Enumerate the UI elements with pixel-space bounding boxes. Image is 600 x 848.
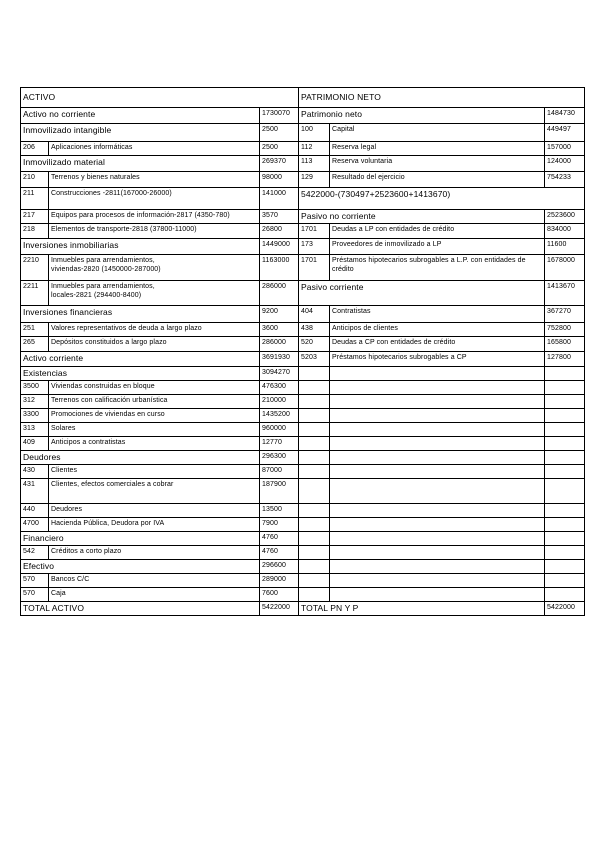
activo-account-code: 430 bbox=[21, 465, 49, 479]
pnp-account-name bbox=[330, 479, 545, 504]
pnp-amount bbox=[545, 437, 585, 451]
header-activo: ACTIVO bbox=[21, 88, 299, 108]
activo-amount: 2500 bbox=[260, 142, 299, 156]
pnp-account-name: Reserva voluntaria bbox=[330, 156, 545, 172]
table-row bbox=[21, 142, 585, 156]
pnp-amount bbox=[545, 518, 585, 532]
pnp-amount bbox=[545, 423, 585, 437]
pnp-amount: 752800 bbox=[545, 323, 585, 337]
activo-account-code: 251 bbox=[21, 323, 49, 337]
table-row bbox=[21, 337, 585, 352]
activo-account-name: Terrenos con calificación urbanística bbox=[49, 395, 260, 409]
activo-amount: 269370 bbox=[260, 156, 299, 172]
pnp-amount bbox=[545, 560, 585, 574]
activo-section-label: Financiero bbox=[21, 532, 260, 546]
pnp-account-code: 1701 bbox=[299, 255, 330, 281]
activo-amount: 3570 bbox=[260, 210, 299, 224]
pnp-account-code bbox=[299, 423, 330, 437]
table-row bbox=[21, 381, 585, 395]
pnp-account-code bbox=[299, 465, 330, 479]
activo-account-code: 217 bbox=[21, 210, 49, 224]
pnp-section-label: Patrimonio neto bbox=[299, 108, 545, 124]
activo-account-name: Inmuebles para arrendamientos, viviendas-2820 (1450000-287000) bbox=[49, 255, 260, 281]
pnp-account-name bbox=[330, 560, 545, 574]
activo-account-code: 265 bbox=[21, 337, 49, 352]
pnp-account-code: 100 bbox=[299, 124, 330, 142]
activo-account-code: 570 bbox=[21, 588, 49, 602]
pnp-amount bbox=[545, 409, 585, 423]
activo-account-name: Clientes, efectos comerciales a cobrar bbox=[49, 479, 260, 504]
table-row bbox=[21, 124, 585, 142]
activo-amount: 5422000 bbox=[260, 602, 299, 616]
table-row bbox=[21, 306, 585, 323]
activo-amount: 98000 bbox=[260, 172, 299, 188]
activo-section-label: TOTAL ACTIVO bbox=[21, 602, 260, 616]
pnp-section-label: Pasivo corriente bbox=[299, 281, 545, 306]
pnp-amount: 165800 bbox=[545, 337, 585, 352]
activo-account-name: Elementos de transporte-2818 (37800-11000) bbox=[49, 224, 260, 239]
pnp-account-code bbox=[299, 546, 330, 560]
activo-account-name: Créditos a corto plazo bbox=[49, 546, 260, 560]
pnp-account-name: Deudas a CP con entidades de crédito bbox=[330, 337, 545, 352]
pnp-formula-note: 5422000-(730497+2523600+1413670) bbox=[299, 188, 585, 210]
table-row bbox=[21, 409, 585, 423]
table-row bbox=[21, 437, 585, 451]
pnp-amount bbox=[545, 479, 585, 504]
activo-amount: 296300 bbox=[260, 451, 299, 465]
activo-section-label: Activo corriente bbox=[21, 352, 260, 367]
activo-account-code: 2210 bbox=[21, 255, 49, 281]
activo-account-code: 431 bbox=[21, 479, 49, 504]
pnp-amount: 1484730 bbox=[545, 108, 585, 124]
activo-amount: 4760 bbox=[260, 546, 299, 560]
activo-amount: 960000 bbox=[260, 423, 299, 437]
pnp-amount bbox=[545, 504, 585, 518]
activo-account-name: Hacienda Pública, Deudora por IVA bbox=[49, 518, 260, 532]
activo-section-label: Inversiones inmobiliarias bbox=[21, 239, 260, 255]
table-row bbox=[21, 465, 585, 479]
pnp-account-name bbox=[330, 504, 545, 518]
pnp-account-name: Préstamos hipotecarios subrogables a CP bbox=[330, 352, 545, 367]
table-row bbox=[21, 574, 585, 588]
activo-amount: 296600 bbox=[260, 560, 299, 574]
pnp-amount: 11600 bbox=[545, 239, 585, 255]
pnp-account-name bbox=[330, 381, 545, 395]
activo-amount: 286000 bbox=[260, 281, 299, 306]
pnp-account-name: Préstamos hipotecarios subrogables a L.P. con entidades de crédito bbox=[330, 255, 545, 281]
table-row bbox=[21, 367, 585, 381]
pnp-amount: 2523600 bbox=[545, 210, 585, 224]
pnp-account-code: 404 bbox=[299, 306, 330, 323]
pnp-account-code: 129 bbox=[299, 172, 330, 188]
activo-account-code: 570 bbox=[21, 574, 49, 588]
activo-amount: 3691930 bbox=[260, 352, 299, 367]
activo-amount: 1730070 bbox=[260, 108, 299, 124]
pnp-amount: 449497 bbox=[545, 124, 585, 142]
pnp-account-code bbox=[299, 437, 330, 451]
pnp-account-name bbox=[330, 409, 545, 423]
pnp-amount: 1678000 bbox=[545, 255, 585, 281]
pnp-account-code: 438 bbox=[299, 323, 330, 337]
activo-account-code: 313 bbox=[21, 423, 49, 437]
pnp-amount bbox=[545, 367, 585, 381]
pnp-amount bbox=[545, 574, 585, 588]
activo-amount: 1163000 bbox=[260, 255, 299, 281]
table-row bbox=[21, 156, 585, 172]
activo-account-code: 4700 bbox=[21, 518, 49, 532]
activo-account-name: Terrenos y bienes naturales bbox=[49, 172, 260, 188]
activo-amount: 7900 bbox=[260, 518, 299, 532]
activo-account-name: Solares bbox=[49, 423, 260, 437]
activo-account-code: 3500 bbox=[21, 381, 49, 395]
pnp-amount: 367270 bbox=[545, 306, 585, 323]
pnp-amount bbox=[545, 546, 585, 560]
pnp-account-name bbox=[330, 367, 545, 381]
activo-amount: 4760 bbox=[260, 532, 299, 546]
activo-amount: 26800 bbox=[260, 224, 299, 239]
pnp-amount bbox=[545, 381, 585, 395]
activo-account-name: Clientes bbox=[49, 465, 260, 479]
pnp-account-code bbox=[299, 367, 330, 381]
pnp-account-name bbox=[330, 465, 545, 479]
activo-amount: 476300 bbox=[260, 381, 299, 395]
pnp-account-name bbox=[330, 451, 545, 465]
pnp-section-label: Pasivo no corriente bbox=[299, 210, 545, 224]
pnp-account-name bbox=[330, 546, 545, 560]
activo-account-code: 210 bbox=[21, 172, 49, 188]
header-row bbox=[21, 88, 585, 108]
table-row bbox=[21, 602, 585, 616]
activo-account-name: Construcciones -2811(167000-26000) bbox=[49, 188, 260, 210]
pnp-account-name bbox=[330, 423, 545, 437]
pnp-amount: 1413670 bbox=[545, 281, 585, 306]
balance-sheet-body bbox=[21, 88, 585, 616]
pnp-account-name bbox=[330, 574, 545, 588]
table-row bbox=[21, 323, 585, 337]
table-row bbox=[21, 172, 585, 188]
pnp-account-name bbox=[330, 588, 545, 602]
pnp-account-code bbox=[299, 381, 330, 395]
activo-amount: 13500 bbox=[260, 504, 299, 518]
pnp-account-code: 520 bbox=[299, 337, 330, 352]
table-row bbox=[21, 210, 585, 224]
table-row bbox=[21, 224, 585, 239]
pnp-account-code bbox=[299, 574, 330, 588]
pnp-account-code: 113 bbox=[299, 156, 330, 172]
pnp-account-name: Anticipos de clientes bbox=[330, 323, 545, 337]
pnp-account-code: 5203 bbox=[299, 352, 330, 367]
activo-account-code: 206 bbox=[21, 142, 49, 156]
activo-amount: 141000 bbox=[260, 188, 299, 210]
activo-amount: 286000 bbox=[260, 337, 299, 352]
pnp-account-name: Resultado del ejercicio bbox=[330, 172, 545, 188]
activo-amount: 12770 bbox=[260, 437, 299, 451]
activo-account-code: 211 bbox=[21, 188, 49, 210]
table-row bbox=[21, 239, 585, 255]
pnp-account-name bbox=[330, 532, 545, 546]
activo-amount: 87000 bbox=[260, 465, 299, 479]
pnp-section-label: TOTAL PN Y P bbox=[299, 602, 545, 616]
pnp-account-name: Reserva legal bbox=[330, 142, 545, 156]
pnp-account-name: Contratistas bbox=[330, 306, 545, 323]
activo-account-name: Anticipos a contratistas bbox=[49, 437, 260, 451]
activo-amount: 9200 bbox=[260, 306, 299, 323]
activo-section-label: Deudores bbox=[21, 451, 260, 465]
pnp-account-name bbox=[330, 518, 545, 532]
table-row bbox=[21, 546, 585, 560]
pnp-amount bbox=[545, 465, 585, 479]
table-row bbox=[21, 479, 585, 504]
pnp-amount: 834000 bbox=[545, 224, 585, 239]
pnp-amount: 124000 bbox=[545, 156, 585, 172]
pnp-account-code bbox=[299, 451, 330, 465]
table-row bbox=[21, 108, 585, 124]
activo-amount: 3094270 bbox=[260, 367, 299, 381]
activo-section-label: Inmovilizado intangible bbox=[21, 124, 260, 142]
pnp-account-name bbox=[330, 437, 545, 451]
activo-amount: 187900 bbox=[260, 479, 299, 504]
table-row bbox=[21, 395, 585, 409]
activo-section-label: Inversiones financieras bbox=[21, 306, 260, 323]
activo-account-name: Depósitos constituidos a largo plazo bbox=[49, 337, 260, 352]
pnp-amount bbox=[545, 451, 585, 465]
pnp-amount bbox=[545, 532, 585, 546]
table-row bbox=[21, 518, 585, 532]
activo-account-code: 3300 bbox=[21, 409, 49, 423]
activo-account-name: Inmuebles para arrendamientos, locales-2821 (294400-8400) bbox=[49, 281, 260, 306]
table-row bbox=[21, 532, 585, 546]
pnp-account-code bbox=[299, 395, 330, 409]
pnp-amount: 5422000 bbox=[545, 602, 585, 616]
pnp-account-code bbox=[299, 518, 330, 532]
activo-account-name: Promociones de viviendas en curso bbox=[49, 409, 260, 423]
activo-amount: 1449000 bbox=[260, 239, 299, 255]
balance-sheet-table bbox=[20, 87, 585, 616]
pnp-amount bbox=[545, 588, 585, 602]
activo-account-name: Valores representativos de deuda a largo plazo bbox=[49, 323, 260, 337]
table-row bbox=[21, 255, 585, 281]
activo-amount: 289000 bbox=[260, 574, 299, 588]
table-row bbox=[21, 188, 585, 210]
table-row bbox=[21, 451, 585, 465]
pnp-account-name bbox=[330, 395, 545, 409]
pnp-account-code: 112 bbox=[299, 142, 330, 156]
table-row bbox=[21, 352, 585, 367]
activo-account-name: Viviendas construidas en bloque bbox=[49, 381, 260, 395]
pnp-account-name: Proveedores de inmovilizado a LP bbox=[330, 239, 545, 255]
pnp-amount: 754233 bbox=[545, 172, 585, 188]
pnp-amount bbox=[545, 395, 585, 409]
table-row bbox=[21, 423, 585, 437]
activo-account-code: 2211 bbox=[21, 281, 49, 306]
pnp-amount: 127800 bbox=[545, 352, 585, 367]
activo-section-label: Inmovilizado material bbox=[21, 156, 260, 172]
table-row bbox=[21, 560, 585, 574]
pnp-account-code bbox=[299, 409, 330, 423]
activo-account-code: 440 bbox=[21, 504, 49, 518]
pnp-account-code: 1701 bbox=[299, 224, 330, 239]
activo-section-label: Efectivo bbox=[21, 560, 260, 574]
pnp-amount: 157000 bbox=[545, 142, 585, 156]
activo-amount: 2500 bbox=[260, 124, 299, 142]
activo-account-code: 312 bbox=[21, 395, 49, 409]
table-row bbox=[21, 281, 585, 306]
activo-section-label: Existencias bbox=[21, 367, 260, 381]
activo-account-name: Equipos para procesos de información-2817 (4350-780) bbox=[49, 210, 260, 224]
pnp-account-name: Deudas a LP con entidades de crédito bbox=[330, 224, 545, 239]
pnp-account-code bbox=[299, 560, 330, 574]
pnp-account-code bbox=[299, 504, 330, 518]
activo-account-name: Deudores bbox=[49, 504, 260, 518]
pnp-account-code: 173 bbox=[299, 239, 330, 255]
activo-amount: 7600 bbox=[260, 588, 299, 602]
activo-account-name: Caja bbox=[49, 588, 260, 602]
activo-section-label: Activo no corriente bbox=[21, 108, 260, 124]
activo-amount: 3600 bbox=[260, 323, 299, 337]
pnp-account-code bbox=[299, 588, 330, 602]
activo-amount: 210000 bbox=[260, 395, 299, 409]
activo-account-name: Bancos C/C bbox=[49, 574, 260, 588]
pnp-account-code bbox=[299, 479, 330, 504]
pnp-account-name: Capital bbox=[330, 124, 545, 142]
pnp-account-code bbox=[299, 532, 330, 546]
activo-account-code: 218 bbox=[21, 224, 49, 239]
table-row bbox=[21, 588, 585, 602]
activo-account-code: 542 bbox=[21, 546, 49, 560]
activo-account-name: Aplicaciones informáticas bbox=[49, 142, 260, 156]
activo-account-code: 409 bbox=[21, 437, 49, 451]
header-patrimonio-neto: PATRIMONIO NETO bbox=[299, 88, 585, 108]
table-row bbox=[21, 504, 585, 518]
activo-amount: 1435200 bbox=[260, 409, 299, 423]
